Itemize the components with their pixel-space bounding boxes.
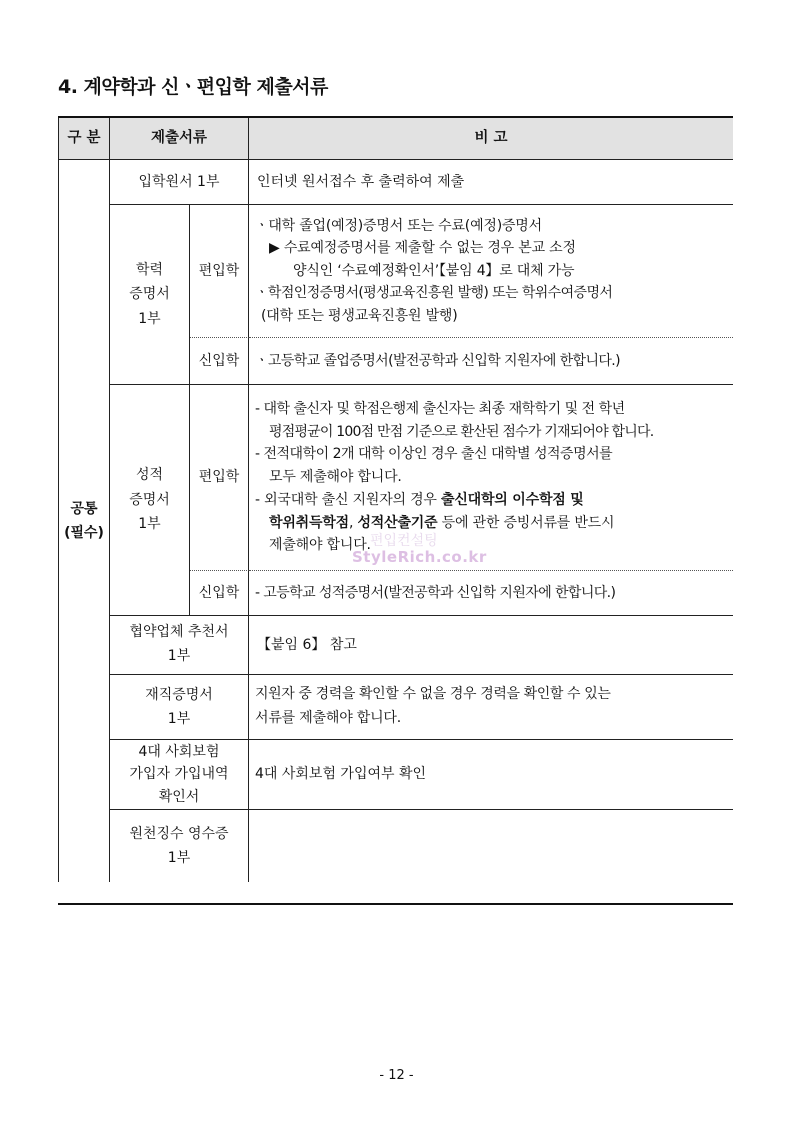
- grade-new-remark: [249, 571, 733, 616]
- remark-line: - 외국대학 출신 지원자의 경우 출신대학의 이수학점 및: [255, 491, 584, 508]
- remark-line: 양식인 ‘수료예정확인서’【붙임 4】로 대체 가능: [293, 262, 575, 279]
- watermark-stylerich: StyleRich.co.kr: [352, 548, 487, 566]
- academic-name-line: 학력: [135, 261, 164, 278]
- remark-line: ㆍ대학 졸업(예정)증명서 또는 수료(예정)증명서: [255, 218, 542, 235]
- insurance-name-line: 확인서: [158, 788, 200, 805]
- employment-certificate-name: [110, 675, 249, 740]
- withholding-name-line: 원천징수 영수증: [129, 825, 229, 842]
- remark-line: ㆍ고등학교 졸업증명서(발전공학과 신입학 지원자에 한합니다.): [255, 352, 620, 369]
- withholding-receipt-name: [110, 810, 249, 882]
- grade-name-line: 1부: [138, 516, 161, 533]
- remark-line: - 전적대학이 2개 대학 이상인 경우 출신 대학별 성적증명서를: [255, 446, 613, 463]
- academic-name-line: 증명서: [129, 286, 170, 303]
- remark-line: 모두 제출해야 합니다.: [269, 469, 402, 486]
- withholding-remark: [249, 810, 733, 882]
- group-label: 공통: [70, 500, 98, 517]
- remark-line: - 고등학교 성적증명서(발전공학과 신입학 지원자에 한합니다.): [255, 584, 616, 601]
- insurance-confirmation-name: [110, 740, 249, 810]
- grade-new-label: 신입학: [190, 571, 249, 616]
- insurance-name-line: 4대 사회보험: [138, 743, 220, 760]
- admission-form-name: 입학원서 1부: [110, 160, 249, 205]
- remark-line: (대학 또는 평생교육진흥원 발행): [261, 307, 458, 324]
- watermark-consulting: 편입컨설팅: [370, 533, 438, 549]
- grade-certificate-name: [110, 385, 190, 616]
- academic-new-remark: [249, 338, 733, 385]
- remark-line: - 대학 출신자 및 학점은행제 출신자는 최종 재학학기 및 전 학년: [255, 401, 625, 418]
- remark-line: ▶ 수료예정증명서를 제출할 수 없는 경우 본교 소정: [269, 240, 576, 257]
- header-category: 구 분: [58, 118, 110, 160]
- recommendation-letter-name: [110, 616, 249, 675]
- withholding-name-line: 1부: [167, 850, 191, 866]
- grade-name-line: 증명서: [129, 491, 170, 508]
- remark-line: 평점평균이 100점 만점 기준으로 환산된 점수가 기재되어야 합니다.: [269, 423, 654, 440]
- header-remarks: 비 고: [249, 118, 733, 160]
- remark-line: ㆍ학점인정증명서(평생교육진흥원 발행) 또는 학위수여증명서: [255, 285, 613, 302]
- recommendation-name-line: 1부: [167, 648, 191, 664]
- insurance-remark: 4대 사회보험 가입여부 확인: [249, 740, 733, 810]
- grade-name-line: 성적: [135, 467, 164, 484]
- academic-transfer-remark: [249, 205, 733, 338]
- employment-remark: [249, 675, 733, 740]
- section-title: 4. 계약학과 신ㆍ편입학 제출서류: [58, 76, 328, 98]
- academic-transfer-label: 편입학: [190, 205, 249, 338]
- employment-name-line: 재직증명서: [145, 686, 213, 703]
- grade-transfer-remark: [249, 385, 733, 571]
- academic-certificate-name: [110, 205, 190, 385]
- header-documents: 제출서류: [110, 118, 249, 160]
- insurance-name-line: 가입자 가입내역: [129, 766, 229, 783]
- group-common-required: [58, 160, 110, 882]
- recommendation-remark: 【붙임 6】 참고: [249, 616, 733, 675]
- remark-line: 서류를 제출해야 합니다.: [255, 710, 401, 726]
- recommendation-name-line: 협약업체 추천서: [129, 624, 229, 641]
- remark-line: 학위취득학점, 성적산출기준 등에 관한 증빙서류를 반드시: [269, 514, 615, 531]
- remark-line: 제출해야 합니다.: [269, 537, 371, 554]
- remark-line: 지원자 중 경력을 확인할 수 없을 경우 경력을 확인할 수 있는: [255, 686, 611, 703]
- academic-new-label: 신입학: [190, 338, 249, 385]
- grade-transfer-label: 편입학: [190, 385, 249, 571]
- admission-form-remark: 인터넷 원서접수 후 출력하여 제출: [249, 160, 733, 205]
- documents-table: [58, 116, 733, 905]
- employment-name-line: 1부: [167, 711, 191, 727]
- group-sublabel: (필수): [64, 525, 104, 541]
- page-number: - 12 -: [379, 1068, 414, 1083]
- academic-name-line: 1부: [138, 310, 161, 327]
